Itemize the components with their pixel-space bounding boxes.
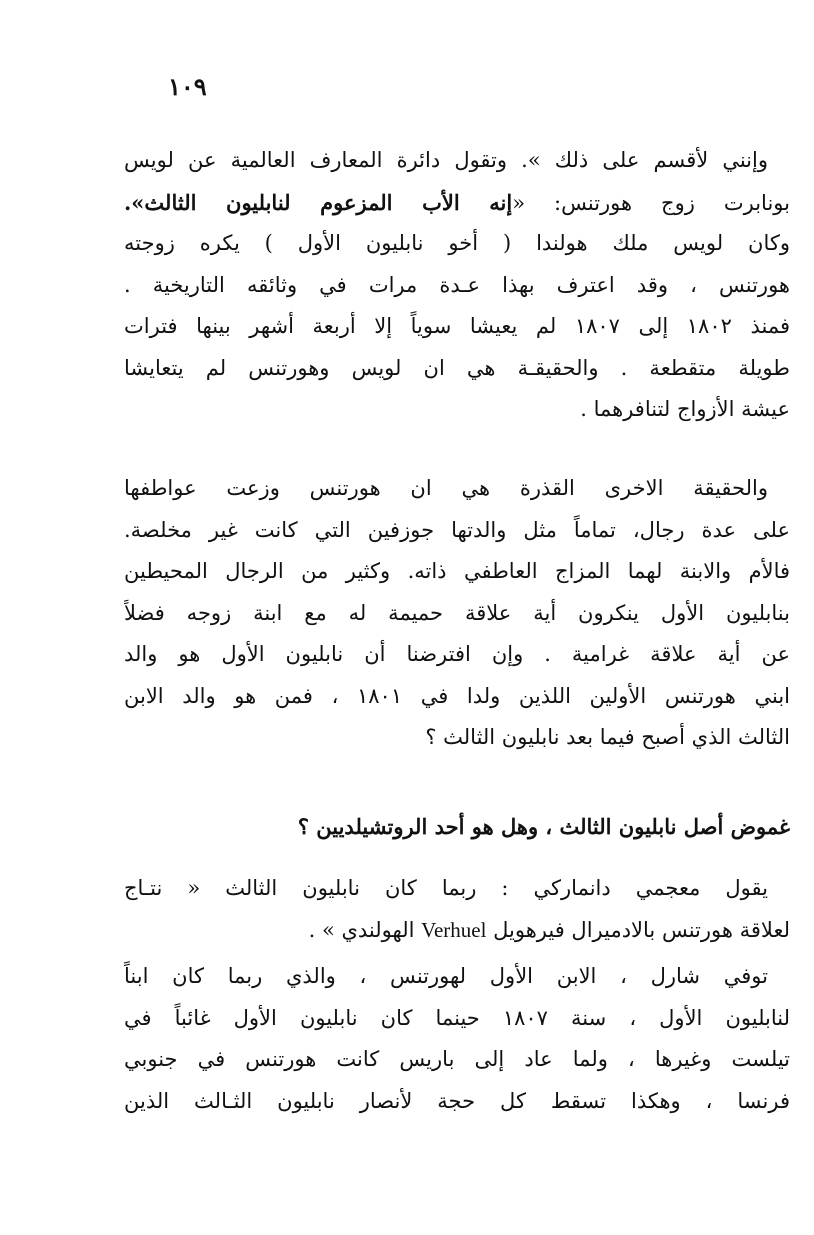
text-line: توفي شارل ، الابن الأول لهورتنس ، والذي ربما كان ابناً: [124, 964, 768, 988]
text-line: وإنني لأقسم على ذلك ». وتقول دائرة المعارف العالمية عن لويس: [124, 148, 768, 172]
text-line: عيشة الأزواج لتنافرهما .: [580, 397, 790, 421]
text-line: الثالث الذي أصبح فيما بعد نابليون الثالث ؟: [425, 725, 790, 749]
text-line: فمنذ ١٨٠٢ إلى ١٨٠٧ لم يعيشا سوياً إلا أربعة أشهر بينها فترات: [124, 314, 790, 338]
latin-name: Verhuel: [421, 917, 487, 942]
text-line: تيلست وغيرها ، ولما عاد إلى باريس كانت هورتنس في جنوبي: [124, 1047, 790, 1071]
text-line: هورتنس ، وقد اعترف بهذا عـدة مرات في وثائقه التاريخية .: [124, 272, 790, 297]
paragraph-3: [124, 868, 790, 951]
text-line: فالأم والابنة لهما المزاج العاطفي ذاته. وكثير من الرجال المحيطين: [124, 559, 790, 583]
paragraph-1: [124, 140, 790, 431]
text-line: على عدة رجال، تماماً مثل والدتها جوزفين التي كانت غير مخلصة.: [124, 517, 790, 542]
text-line: وكان لويس ملك هولندا ( أخو نابليون الأول ) يكره زوجته: [124, 231, 790, 255]
text-run: الهولندي » .: [308, 917, 415, 942]
page-number: ١٠٩: [168, 72, 207, 101]
text-line: ابني هورتنس الأولين اللذين ولدا في ١٨٠١ ، فمن هو والد الابن: [124, 683, 790, 708]
text-line: [124, 910, 790, 952]
bold-quote: إنه الأب المزعوم لنابليون الثالث».: [124, 189, 513, 215]
text-line: والحقيقة الاخرى القذرة هي ان هورتنس وزعت عواطفها: [124, 476, 768, 500]
text-line: طويلة متقطعة . والحقيقـة هي ان لويس وهورتنس لم يتعايشا: [124, 355, 790, 380]
text-run: لعلاقة هورتنس بالادميرال فيرهويل: [493, 917, 790, 942]
text-line: يقول معجمي دانماركي : ربما كان نابليون الثالث « نتـاج: [124, 876, 768, 900]
section-heading: [124, 806, 790, 848]
paragraph-2: [124, 468, 790, 759]
text-line: لنابليون الأول ، سنة ١٨٠٧ حينما كان نابليون الأول غائباً في: [124, 1005, 790, 1030]
text-line: فرنسا ، وهكذا تسقط كل حجة لأنصار نابليون الثـالث الذين: [124, 1088, 790, 1113]
paragraph-4: [124, 956, 790, 1122]
text-line: عن أية علاقة غرامية . وإن افترضنا أن نابليون الأول هو والد: [124, 642, 790, 666]
heading-text: غموض أصل نابليون الثالث ، وهل هو أحد الروتشيلديين ؟: [297, 814, 790, 839]
text-line: بنابليون الأول ينكرون أية علاقة حميمة له مع ابنة زوجه فضلاً: [124, 600, 790, 625]
text-run: بونابرت زوج هورتنس: «: [512, 190, 790, 215]
text-line: [124, 182, 790, 224]
